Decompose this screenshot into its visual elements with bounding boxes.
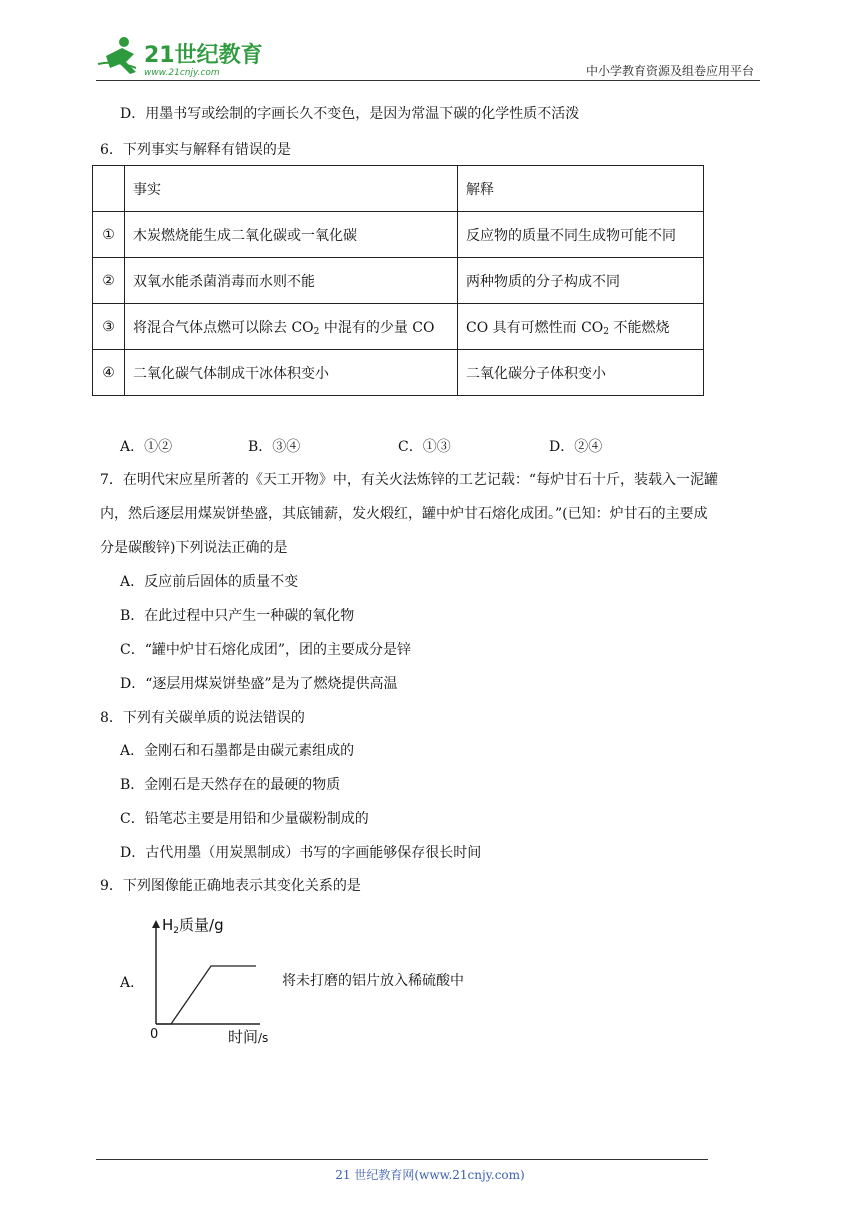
- q9-option-a-label: A．: [120, 975, 145, 991]
- row-num: ②: [93, 258, 125, 304]
- table-header-explain: 解释: [458, 166, 704, 212]
- q7-option-d: D．“逐层用煤炭饼垫盛”是为了燃烧提供高温: [120, 676, 398, 692]
- row-num: ①: [93, 212, 125, 258]
- logo-url: www.21cnjy.com: [144, 68, 220, 78]
- explain-text-pre: CO 具有可燃性而 CO: [466, 319, 604, 336]
- footer-divider: [96, 1159, 708, 1160]
- row-fact: 双氧水能杀菌消毒而水则不能: [125, 258, 458, 304]
- y-axis-label: $H_2$质量/g: [162, 916, 224, 936]
- q9-option-a-desc: 将未打磨的铝片放入稀硫酸中: [282, 973, 464, 989]
- row-fact: [125, 304, 458, 350]
- row-fact: 木炭燃烧能生成二氧化碳或一氧化碳: [125, 212, 458, 258]
- row-num: ④: [93, 350, 125, 396]
- y-axis-arrow: [152, 920, 160, 928]
- header-platform-name: 中小学教育资源及组卷应用平台: [585, 64, 754, 78]
- facts-table: [92, 165, 704, 396]
- q9-stem: 9．下列图像能正确地表示其变化关系的是: [100, 878, 361, 894]
- q7-option-b: B．在此过程中只产生一种碳的氧化物: [120, 608, 355, 624]
- table-row: [93, 304, 704, 350]
- q6-option-d: D．②④: [549, 439, 603, 455]
- logo-text: 21世纪教育: [144, 43, 263, 68]
- table-row: [93, 258, 704, 304]
- q6-option-b: B．③④: [248, 439, 301, 455]
- header-divider: [96, 80, 760, 81]
- explain-text-post: 不能燃烧: [609, 319, 670, 336]
- runner-icon: [98, 37, 136, 74]
- q7-option-a: A．反应前后固体的质量不变: [120, 574, 299, 590]
- q8-option-a: A．金刚石和石墨都是由碳元素组成的: [120, 743, 355, 759]
- q8-stem: 8．下列有关碳单质的说法错误的: [100, 710, 305, 726]
- q8-option-d: D．古代用墨（用炭黑制成）书写的字画能够保存很长时间: [120, 845, 482, 861]
- q7-stem-line2: 内，然后逐层用煤炭饼垫盛，其底铺薪，发火煅红，罐中炉甘石熔化成团。”(已知：炉甘石的主要成: [100, 506, 708, 522]
- q6-option-c: C．①③: [398, 439, 451, 455]
- q7-stem-line3: 分是碳酸锌)下列说法正确的是: [100, 540, 288, 556]
- site-logo: [96, 34, 266, 80]
- x-axis-label: 时间/s: [228, 1028, 269, 1046]
- h2-mass-chart: [140, 912, 290, 1047]
- explain-subscript: 2: [603, 326, 610, 337]
- row-explain: 两种物质的分子构成不同: [458, 258, 704, 304]
- fact-text-post: 中混有的少量 CO: [319, 319, 435, 336]
- series-line: [156, 966, 256, 1024]
- q7-stem-line1: 7．在明代宋应星所著的《天工开物》中，有关火法炼锌的工艺记载：“每炉甘石十斤，装载入一泥罐: [100, 472, 719, 488]
- origin-label: 0: [150, 1027, 159, 1042]
- fact-subscript: 2: [313, 326, 320, 337]
- table-header-num: [93, 166, 125, 212]
- table-row: [93, 350, 704, 396]
- table-header-row: [93, 166, 704, 212]
- q6-option-a: A．①②: [120, 439, 173, 455]
- row-fact: 二氧化碳气体制成干冰体积变小: [125, 350, 458, 396]
- row-explain: [458, 304, 704, 350]
- q7-option-c: C．“罐中炉甘石熔化成团”，团的主要成分是锌: [120, 642, 412, 658]
- q8-option-b: B．金刚石是天然存在的最硬的物质: [120, 777, 341, 793]
- row-explain: 二氧化碳分子体积变小: [458, 350, 704, 396]
- table-row: [93, 212, 704, 258]
- footer-link[interactable]: 21 世纪教育网(www.21cnjy.com): [335, 1168, 525, 1182]
- q5-option-d: D．用墨书写或绘制的字画长久不变色，是因为常温下碳的化学性质不活泼: [120, 106, 580, 122]
- row-num: ③: [93, 304, 125, 350]
- fact-text-pre: 将混合气体点燃可以除去 CO: [133, 319, 314, 336]
- table-header-fact: 事实: [125, 166, 458, 212]
- row-explain: 反应物的质量不同生成物可能不同: [458, 212, 704, 258]
- q6-stem: 6．下列事实与解释有错误的是: [100, 142, 291, 158]
- q8-option-c: C．铅笔芯主要是用铅和少量碳粉制成的: [120, 811, 369, 827]
